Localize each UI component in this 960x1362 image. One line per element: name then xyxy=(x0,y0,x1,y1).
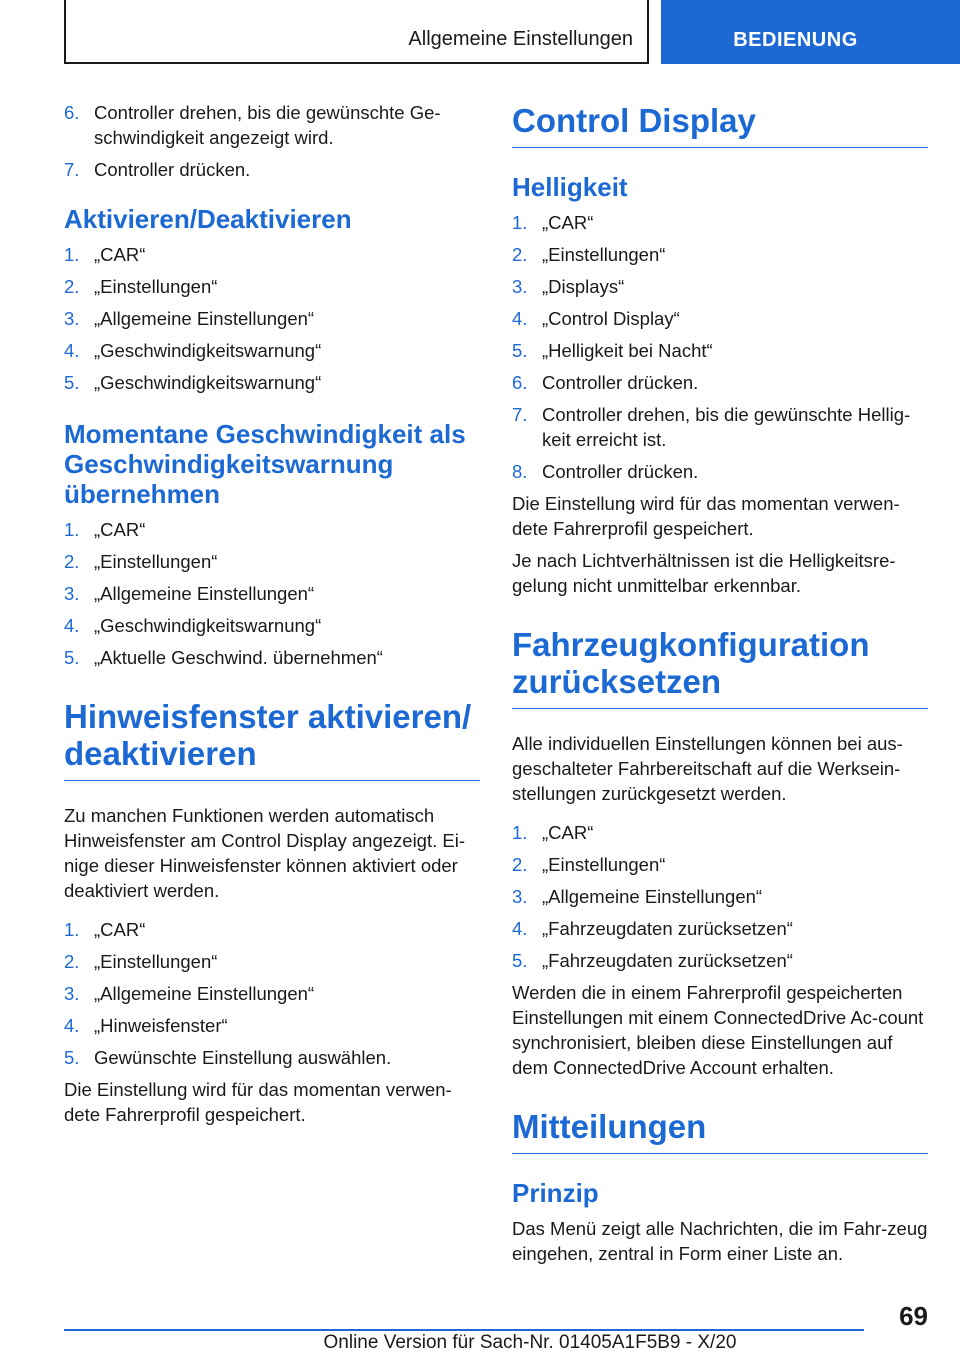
step-text: „Fahrzeugdaten zurücksetzen“ xyxy=(542,918,793,939)
hint-steps xyxy=(64,917,480,1070)
header-section-box xyxy=(64,0,649,64)
step-number: 7. xyxy=(512,404,528,425)
step-number: 3. xyxy=(512,276,528,297)
step-text: „CAR“ xyxy=(542,212,594,233)
header-section-title: Allgemeine Einstellungen xyxy=(408,28,633,50)
step-text: Controller drücken. xyxy=(542,372,699,393)
list-item xyxy=(64,306,480,331)
list-item xyxy=(64,645,480,670)
step-number: 5. xyxy=(64,647,80,668)
principle-text: Das Menü zeigt alle Nachrichten, die im Fahr‐zeug eingehen, zentral in Form einer Liste an. xyxy=(512,1218,928,1264)
step-text: „Geschwindigkeitswarnung“ xyxy=(94,372,322,393)
list-item xyxy=(512,916,928,941)
step-text: „Allgemeine Einstellungen“ xyxy=(94,983,315,1004)
list-item xyxy=(64,613,480,638)
heading-hint-window: Hinweisfenster aktivieren/ deaktivieren xyxy=(64,698,480,781)
step-number: 2. xyxy=(512,854,528,875)
step-number: 3. xyxy=(512,886,528,907)
step-number: 4. xyxy=(512,918,528,939)
step-text: „Displays“ xyxy=(542,276,625,297)
step-text: „Aktuelle Geschwind. übernehmen“ xyxy=(94,647,383,668)
step-number: 3. xyxy=(64,583,80,604)
list-item xyxy=(64,517,480,542)
step-number: 7. xyxy=(64,159,80,180)
step-number: 2. xyxy=(64,276,80,297)
list-item xyxy=(64,100,480,150)
step-text: Controller drehen, bis die gewünschte Hellig‐keit erreicht ist. xyxy=(542,404,911,450)
intro-steps xyxy=(64,100,480,182)
step-number: 1. xyxy=(64,244,80,265)
step-text: „Einstellungen“ xyxy=(94,276,218,297)
list-item xyxy=(64,242,480,267)
step-number: 2. xyxy=(512,244,528,265)
list-item xyxy=(64,1013,480,1038)
step-text: „Allgemeine Einstellungen“ xyxy=(94,583,315,604)
right-column xyxy=(512,100,928,1273)
step-text: „CAR“ xyxy=(94,919,146,940)
step-text: „Einstellungen“ xyxy=(542,854,666,875)
step-text: „Allgemeine Einstellungen“ xyxy=(94,308,315,329)
heading-momentary-speed: Momentane Geschwindigkeit als Geschwindigkeitswarnung übernehmen xyxy=(64,419,466,509)
list-item xyxy=(64,949,480,974)
step-number: 1. xyxy=(512,212,528,233)
list-item xyxy=(512,338,928,363)
hint-outro: Die Einstellung wird für das momentan verwen‐dete Fahrerprofil gespeichert. xyxy=(64,1079,452,1125)
step-number: 6. xyxy=(64,102,80,123)
list-item xyxy=(512,370,928,395)
heading-activate: Aktivieren/Deaktivieren xyxy=(64,204,352,234)
page-number: 69 xyxy=(899,1301,928,1331)
left-column xyxy=(64,100,480,1134)
step-text: „Control Display“ xyxy=(542,308,680,329)
step-text: „Geschwindigkeitswarnung“ xyxy=(94,615,322,636)
step-number: 4. xyxy=(64,340,80,361)
step-text: Controller drücken. xyxy=(94,159,251,180)
list-item xyxy=(64,338,480,363)
list-item xyxy=(64,981,480,1006)
list-item xyxy=(512,852,928,877)
hint-intro: Zu manchen Funktionen werden automatisch Hinweisfenster am Control Display angezeigt. Ei‐nige dieser Hinweisfenster können aktiviert oder deaktiviert werden. xyxy=(64,805,466,901)
list-item xyxy=(64,157,480,182)
step-number: 1. xyxy=(64,919,80,940)
step-text: „Einstellungen“ xyxy=(94,951,218,972)
step-text: „Einstellungen“ xyxy=(542,244,666,265)
step-number: 4. xyxy=(64,615,80,636)
step-number: 5. xyxy=(64,1047,80,1068)
list-item xyxy=(512,948,928,973)
list-item xyxy=(64,370,480,395)
step-number: 1. xyxy=(64,519,80,540)
step-text: Gewünschte Einstellung auswählen. xyxy=(94,1047,392,1068)
step-text: Controller drücken. xyxy=(542,461,699,482)
step-text: „Einstellungen“ xyxy=(94,551,218,572)
reset-intro: Alle individuellen Einstellungen können bei aus‐geschalteter Fahrbereitschaft auf die Werksein‐stellungen zurückgesetzt werden. xyxy=(512,733,903,804)
list-item xyxy=(64,917,480,942)
step-number: 1. xyxy=(512,822,528,843)
reset-outro: Werden die in einem Fahrerprofil gespeicherten Einstellungen mit einem ConnectedDrive Ac‐count synchronisiert, bleiben diese Einstellungen auf dem ConnectedDrive Account erhalten. xyxy=(512,982,924,1078)
step-number: 5. xyxy=(512,340,528,361)
heading-reset-config: Fahrzeugkonfiguration zurücksetzen xyxy=(512,626,928,709)
step-number: 3. xyxy=(64,308,80,329)
list-item xyxy=(512,459,928,484)
momentary-steps xyxy=(64,517,480,670)
header-chapter-tab xyxy=(661,0,960,64)
activate-steps xyxy=(64,242,480,395)
footer-divider xyxy=(64,1329,864,1331)
footer-version-text: Online Version für Sach-Nr. 01405A1F5B9 - X/20 xyxy=(323,1332,737,1353)
step-number: 4. xyxy=(64,1015,80,1036)
list-item xyxy=(64,581,480,606)
step-text: „CAR“ xyxy=(94,519,146,540)
step-text: „Fahrzeugdaten zurücksetzen“ xyxy=(542,950,793,971)
brightness-para-1: Die Einstellung wird für das momentan verwen‐dete Fahrerprofil gespeichert. xyxy=(512,493,900,539)
step-number: 5. xyxy=(64,372,80,393)
step-text: „Geschwindigkeitswarnung“ xyxy=(94,340,322,361)
brightness-para-2: Je nach Lichtverhältnissen ist die Helligkeitsre‐gelung nicht unmittelbar erkennbar. xyxy=(512,550,896,596)
step-text: „CAR“ xyxy=(94,244,146,265)
heading-brightness: Helligkeit xyxy=(512,172,628,202)
brightness-steps xyxy=(512,210,928,484)
reset-steps xyxy=(512,820,928,973)
step-number: 2. xyxy=(64,951,80,972)
list-item xyxy=(512,306,928,331)
list-item xyxy=(512,884,928,909)
step-text: „Allgemeine Einstellungen“ xyxy=(542,886,763,907)
heading-control-display: Control Display xyxy=(512,102,928,148)
step-number: 8. xyxy=(512,461,528,482)
list-item xyxy=(64,1045,480,1070)
list-item xyxy=(512,210,928,235)
step-text: „Hinweisfenster“ xyxy=(94,1015,228,1036)
step-number: 2. xyxy=(64,551,80,572)
heading-principle: Prinzip xyxy=(512,1178,599,1208)
list-item xyxy=(512,402,928,452)
step-number: 6. xyxy=(512,372,528,393)
step-number: 4. xyxy=(512,308,528,329)
heading-messages: Mitteilungen xyxy=(512,1108,928,1154)
list-item xyxy=(512,242,928,267)
list-item xyxy=(64,274,480,299)
list-item xyxy=(64,549,480,574)
step-text: „Helligkeit bei Nacht“ xyxy=(542,340,713,361)
list-item xyxy=(512,274,928,299)
list-item xyxy=(512,820,928,845)
step-number: 5. xyxy=(512,950,528,971)
step-text: „CAR“ xyxy=(542,822,594,843)
step-number: 3. xyxy=(64,983,80,1004)
step-text: Controller drehen, bis die gewünschte Ge‐schwindigkeit angezeigt wird. xyxy=(94,102,441,148)
header-chapter-label: BEDIENUNG xyxy=(733,29,858,51)
